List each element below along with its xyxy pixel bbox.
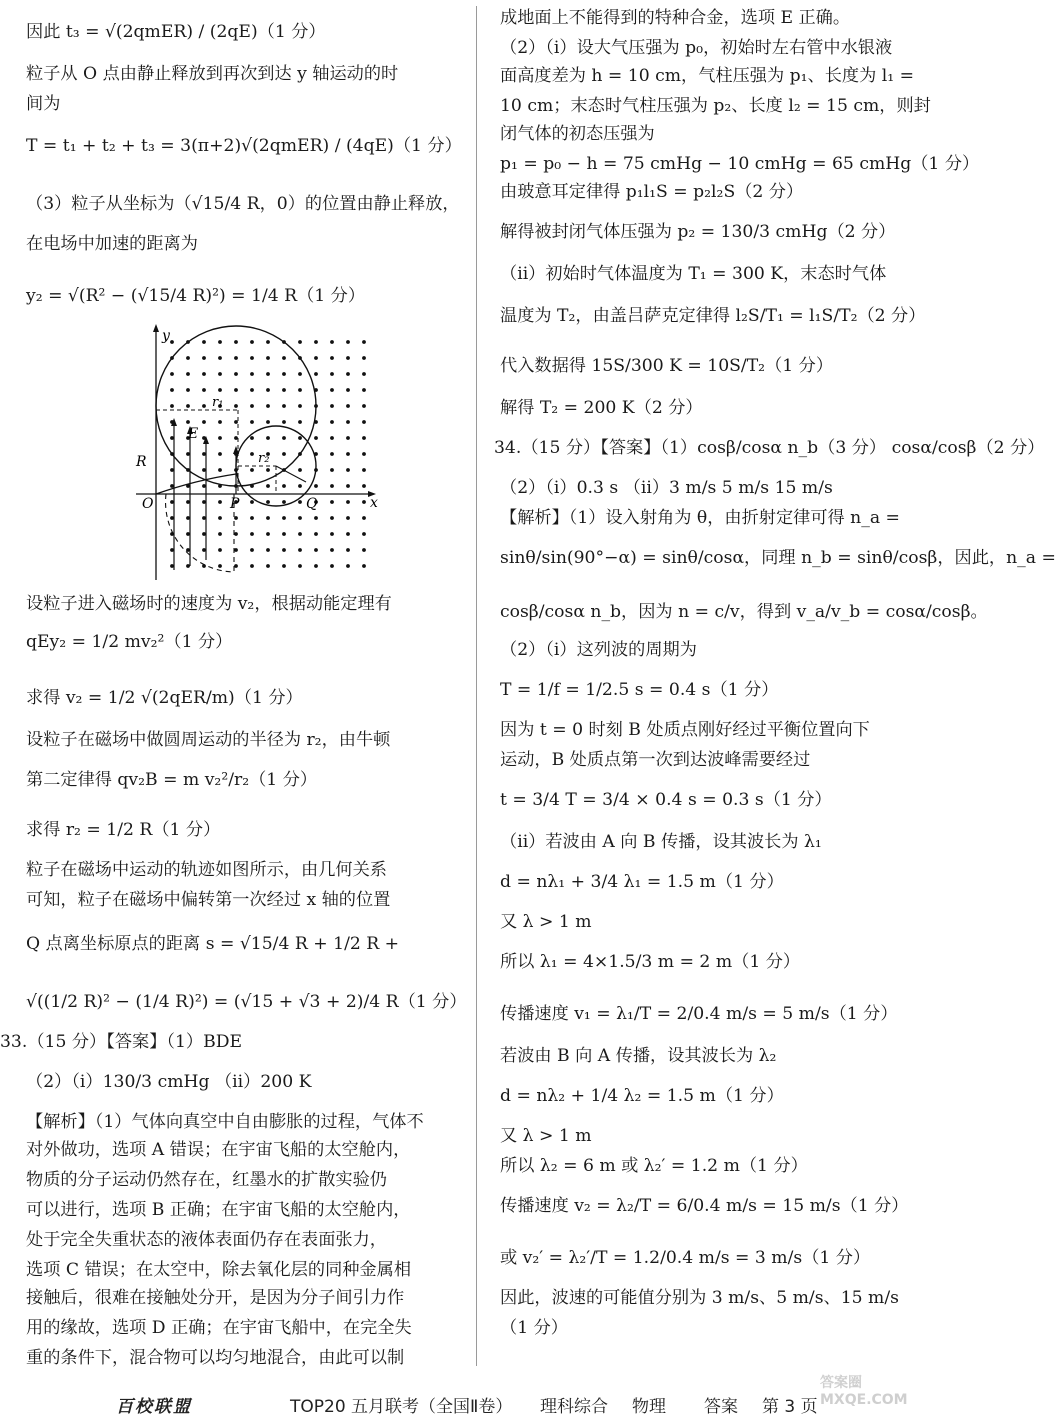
exam-title: TOP20 五月联考（全国Ⅱ卷） [290, 1397, 513, 1417]
field-dot [298, 500, 302, 504]
field-dot [218, 516, 222, 520]
field-dot [362, 388, 366, 392]
field-dot [202, 452, 206, 456]
field-dot [298, 372, 302, 376]
right-line: 【解析】（1）设入射角为 θ，由折射定律可得 n_a = [500, 508, 900, 528]
left-line: 粒子在磁场中运动的轨迹如图所示，由几何关系 [26, 860, 387, 880]
field-dot [330, 436, 334, 440]
field-dot [186, 420, 190, 424]
field-dot [170, 564, 174, 568]
field-dot [330, 388, 334, 392]
field-dot [234, 548, 238, 552]
field-dot [234, 340, 238, 344]
field-dot [314, 340, 318, 344]
field-dot [218, 372, 222, 376]
field-dot [362, 420, 366, 424]
field-dot [234, 404, 238, 408]
field-dot [186, 532, 190, 536]
right-line: T = 1/f = 1/2.5 s = 0.4 s（1 分） [500, 680, 779, 700]
field-dot [330, 340, 334, 344]
field-dot [282, 500, 286, 504]
left-line: 用的缘故，选项 D 正确；在宇宙飞船中，在完全失 [26, 1318, 412, 1338]
field-dot [186, 388, 190, 392]
right-line: p₁ = p₀ − h = 75 cmHg − 10 cmHg = 65 cmHg（1 分） [500, 154, 980, 174]
right-line: （2）（ⅰ）设大气压强为 p₀，初始时左右管中水银液 [500, 38, 893, 58]
field-dot [282, 388, 286, 392]
field-dot [298, 532, 302, 536]
field-dot [346, 564, 350, 568]
q34-answer: 34.（15 分）【答案】（1）cosβ/cosα n_b（3 分） cosα/cosβ（2 分） [494, 438, 1045, 458]
field-dot [186, 516, 190, 520]
field-dot [202, 404, 206, 408]
field-dot [170, 484, 174, 488]
watermark: 答案圈 MXQE.COM [820, 1375, 908, 1408]
field-dot [330, 468, 334, 472]
field-dot [218, 356, 222, 360]
field-dot [282, 356, 286, 360]
left-line: （2）（ⅰ）130/3 cmHg （ⅱ）200 K [26, 1072, 312, 1092]
right-line: 或 v₂′ = λ₂′/T = 1.2/0.4 m/s = 3 m/s（1 分） [500, 1248, 871, 1268]
right-line: 运动，B 处质点第一次到达波峰需要经过 [500, 750, 811, 770]
field-dot [218, 500, 222, 504]
subject-physics: 物理 [632, 1397, 666, 1417]
right-line: d = nλ₁ + 3/4 λ₁ = 1.5 m（1 分） [500, 872, 784, 892]
left-line: T = t₁ + t₂ + t₃ = 3(π+2)√(2qmER) / (4qE)（1 分） [26, 136, 462, 156]
field-dot [362, 436, 366, 440]
field-dot [314, 436, 318, 440]
left-line: qEy₂ = 1/2 mv₂²（1 分） [26, 632, 233, 652]
right-line: （2）（ⅰ）0.3 s （ⅱ）3 m/s 5 m/s 15 m/s [500, 478, 833, 498]
field-dot [202, 548, 206, 552]
field-dot [330, 548, 334, 552]
field-dot [170, 436, 174, 440]
field-dot [202, 388, 206, 392]
field-dot [346, 484, 350, 488]
field-e-label: E [188, 426, 199, 442]
field-dot [362, 356, 366, 360]
subject-science: 理科综合 [540, 1397, 608, 1417]
right-line: 成地面上不能得到的特种合金，选项 E 正确。 [500, 8, 851, 28]
field-dot [298, 516, 302, 520]
field-dot [330, 356, 334, 360]
field-dot [266, 388, 270, 392]
field-dot [218, 340, 222, 344]
field-dot [346, 452, 350, 456]
trajectory-figure [126, 322, 396, 584]
field-dot [346, 548, 350, 552]
field-dot [218, 532, 222, 536]
field-dot [202, 468, 206, 472]
field-dot [234, 356, 238, 360]
right-line: 因此，波速的可能值分别为 3 m/s、5 m/s、15 m/s [500, 1288, 899, 1308]
field-dot [330, 564, 334, 568]
field-dot [266, 372, 270, 376]
right-line: 传播速度 v₂ = λ₂/T = 6/0.4 m/s = 15 m/s（1 分） [500, 1196, 909, 1216]
field-dot [282, 420, 286, 424]
right-line: sinθ/sin(90°−α) = sinθ/cosα，同理 n_b = sinθ/cosβ，因此，n_a = [500, 548, 1056, 568]
field-dot [218, 548, 222, 552]
right-line: 又 λ > 1 m [500, 1126, 592, 1146]
field-dot [202, 372, 206, 376]
left-line: 物质的分子运动仍然存在，红墨水的扩散实验仍 [26, 1170, 387, 1190]
right-line: cosβ/cosα n_b，因为 n = c/v，得到 v_a/v_b = cosα/cosβ。 [500, 602, 988, 622]
right-line: （ⅱ）初始时气体温度为 T₁ = 300 K，末态时气体 [500, 264, 887, 284]
left-line: 求得 r₂ = 1/2 R（1 分） [26, 820, 221, 840]
doc-kind: 答案 [704, 1397, 738, 1417]
field-dot [298, 468, 302, 472]
field-dot [314, 548, 318, 552]
right-line: 面高度差为 h = 10 cm，气柱压强为 p₁、长度为 l₁ = [500, 66, 915, 86]
field-dot [266, 356, 270, 360]
field-dot [330, 500, 334, 504]
field-dot [298, 436, 302, 440]
field-dot [362, 516, 366, 520]
field-dot [282, 516, 286, 520]
q33-answer: 33.（15 分）【答案】（1）BDE [0, 1032, 243, 1052]
field-dot [346, 388, 350, 392]
field-dot [282, 452, 286, 456]
r2-label: r₂ [258, 451, 270, 466]
origin-label: O [142, 496, 154, 512]
y-label: y [162, 328, 170, 344]
field-dot [218, 468, 222, 472]
field-dot [186, 500, 190, 504]
field-dot [186, 548, 190, 552]
left-line: 可以进行，选项 B 正确；在宇宙飞船的太空舱内， [26, 1200, 411, 1220]
field-dot [266, 420, 270, 424]
page-number: 第 3 页 [762, 1397, 818, 1417]
field-dot [186, 372, 190, 376]
left-line: （3）粒子从坐标为（√15/4 R，0）的位置由静止释放， [26, 194, 460, 214]
field-dot [362, 484, 366, 488]
field-dot [186, 452, 190, 456]
field-dot [170, 548, 174, 552]
right-line: 由玻意耳定律得 p₁l₁S = p₂l₂S（2 分） [500, 182, 804, 202]
field-dot [362, 468, 366, 472]
field-dot [250, 420, 254, 424]
field-dot [266, 468, 270, 472]
left-line: 处于完全失重状态的液体表面仍存在表面张力， [26, 1230, 387, 1250]
field-dot [202, 532, 206, 536]
field-dot [186, 356, 190, 360]
field-dot [202, 420, 206, 424]
field-dot [282, 484, 286, 488]
field-dot [298, 340, 302, 344]
column-divider [476, 6, 477, 1366]
left-line: 可知，粒子在磁场中偏转第一次经过 x 轴的位置 [26, 890, 391, 910]
field-dot [314, 516, 318, 520]
field-dot [298, 548, 302, 552]
field-dot [330, 452, 334, 456]
electric-field-curve [156, 474, 236, 494]
field-dot [298, 404, 302, 408]
field-dot [346, 404, 350, 408]
field-dot [170, 500, 174, 504]
field-dot [330, 404, 334, 408]
field-dot [202, 356, 206, 360]
field-dot [362, 548, 366, 552]
field-dot [250, 436, 254, 440]
field-dot [330, 420, 334, 424]
field-dot [346, 436, 350, 440]
left-line: 对外做功，选项 A 错误；在宇宙飞船的太空舱内， [26, 1140, 411, 1160]
field-dot [314, 356, 318, 360]
right-line: t = 3/4 T = 3/4 × 0.4 s = 0.3 s（1 分） [500, 790, 832, 810]
field-dot [282, 372, 286, 376]
field-dot [314, 564, 318, 568]
left-line: √((1/2 R)² − (1/4 R)²) = (√15 + √3 + 2)/4 R（1 分） [26, 992, 467, 1012]
radius-r-label: R [136, 454, 147, 470]
field-dot [282, 436, 286, 440]
field-dot [250, 516, 254, 520]
field-dot [250, 340, 254, 344]
field-dot [314, 532, 318, 536]
field-dot [170, 372, 174, 376]
field-dot [218, 452, 222, 456]
right-line: 又 λ > 1 m [500, 912, 592, 932]
point-q-label: Q [306, 496, 318, 512]
field-dot [202, 484, 206, 488]
field-dot [202, 500, 206, 504]
field-dot [282, 548, 286, 552]
field-dot [250, 404, 254, 408]
right-line: 因为 t = 0 时刻 B 处质点刚好经过平衡位置向下 [500, 720, 870, 740]
field-dot [330, 372, 334, 376]
left-line: 因此 t₃ = √(2qmER) / (2qE)（1 分） [26, 22, 326, 42]
right-line: 闭气体的初态压强为 [500, 124, 655, 144]
field-dot [346, 468, 350, 472]
field-dot [218, 388, 222, 392]
field-dot [234, 388, 238, 392]
field-dot [266, 340, 270, 344]
field-dot [298, 484, 302, 488]
field-dot [218, 564, 222, 568]
field-dot [250, 452, 254, 456]
field-dot [362, 404, 366, 408]
field-dot [362, 372, 366, 376]
field-dot [186, 564, 190, 568]
brand-name: 百校联盟 [116, 1397, 192, 1417]
left-line: 求得 v₂ = 1/2 √(2qER/m)（1 分） [26, 688, 303, 708]
field-dot [234, 564, 238, 568]
field-dot [266, 564, 270, 568]
field-dot [346, 532, 350, 536]
field-dot [250, 388, 254, 392]
left-line: 在电场中加速的距离为 [26, 234, 198, 254]
left-line: 选项 C 错误；在太空中，除去氧化层的同种金属相 [26, 1260, 412, 1280]
left-line: 粒子从 O 点由静止释放到再次到达 y 轴运动的时 [26, 64, 399, 84]
point-p-label: P [230, 496, 240, 512]
field-dot [362, 452, 366, 456]
field-dot [330, 484, 334, 488]
left-line: 第二定律得 qv₂B = m v₂²/r₂（1 分） [26, 770, 318, 790]
right-line: 解得 T₂ = 200 K（2 分） [500, 398, 703, 418]
right-line: 解得被封闭气体压强为 p₂ = 130/3 cmHg（2 分） [500, 222, 896, 242]
right-line: 传播速度 v₁ = λ₁/T = 2/0.4 m/s = 5 m/s（1 分） [500, 1004, 898, 1024]
field-dot [298, 388, 302, 392]
field-dot [266, 436, 270, 440]
left-line: 设粒子在磁场中做圆周运动的半径为 r₂，由牛顿 [26, 730, 391, 750]
field-dot [282, 532, 286, 536]
field-dot [362, 500, 366, 504]
field-dot [266, 516, 270, 520]
field-dot [346, 340, 350, 344]
field-dot [346, 500, 350, 504]
right-line: 所以 λ₂ = 6 m 或 λ₂′ = 1.2 m（1 分） [500, 1156, 808, 1176]
field-dot [250, 372, 254, 376]
right-line: （1 分） [500, 1318, 568, 1338]
field-dot [250, 548, 254, 552]
left-line: y₂ = √(R² − (√15/4 R)²) = 1/4 R（1 分） [26, 286, 366, 306]
right-line: （2）（ⅰ）这列波的周期为 [500, 640, 697, 660]
field-dot [250, 532, 254, 536]
field-dot [314, 372, 318, 376]
field-dot [346, 372, 350, 376]
right-line: 10 cm；末态时气柱压强为 p₂、长度 l₂ = 15 cm，则封 [500, 96, 931, 116]
field-dot [330, 516, 334, 520]
field-dot [298, 420, 302, 424]
field-dot [314, 484, 318, 488]
field-dot [282, 564, 286, 568]
field-dot [362, 564, 366, 568]
field-dot [234, 420, 238, 424]
right-line: （ⅱ）若波由 A 向 B 传播，设其波长为 λ₁ [500, 832, 822, 852]
field-dot [362, 340, 366, 344]
field-dot [362, 532, 366, 536]
field-dot [170, 468, 174, 472]
right-line: 所以 λ₁ = 4×1.5/3 m = 2 m（1 分） [500, 952, 801, 972]
left-line: 【解析】（1）气体向真空中自由膨胀的过程，气体不 [26, 1112, 424, 1132]
field-dot [234, 532, 238, 536]
field-dot [202, 516, 206, 520]
field-dot [266, 532, 270, 536]
field-dot [346, 420, 350, 424]
field-dot [170, 340, 174, 344]
left-line: Q 点离坐标原点的距离 s = √15/4 R + 1/2 R + [26, 934, 400, 954]
field-dot [266, 404, 270, 408]
field-dot [234, 372, 238, 376]
field-dot [330, 532, 334, 536]
field-dot [234, 436, 238, 440]
field-dot [218, 420, 222, 424]
field-dot [170, 516, 174, 520]
field-dot [250, 468, 254, 472]
field-dot [266, 548, 270, 552]
field-dot [234, 516, 238, 520]
field-dot [282, 404, 286, 408]
field-dot [346, 516, 350, 520]
field-dot [250, 564, 254, 568]
left-line: 重的条件下，混合物可以均匀地混合，由此可以制 [26, 1348, 405, 1368]
x-label: x [370, 495, 378, 511]
right-line: d = nλ₂ + 1/4 λ₂ = 1.5 m（1 分） [500, 1086, 784, 1106]
field-dot [170, 404, 174, 408]
page-footer [0, 1392, 950, 1418]
field-dot [170, 388, 174, 392]
field-dot [250, 356, 254, 360]
left-line: 间为 [26, 94, 61, 114]
field-dot [298, 564, 302, 568]
field-dot [186, 404, 190, 408]
field-dot [346, 356, 350, 360]
field-dot [266, 500, 270, 504]
r2-radius-line [276, 466, 306, 482]
right-line: 若波由 B 向 A 传播，设其波长为 λ₂ [500, 1046, 777, 1066]
r1-label: r₁ [212, 395, 224, 410]
right-line: 代入数据得 15S/300 K = 10S/T₂（1 分） [500, 356, 834, 376]
field-dot [202, 340, 206, 344]
field-dot [218, 436, 222, 440]
dashed-boundary-arc [166, 494, 234, 572]
left-line: 接触后，很难在接触处分开，是因为分子间引力作 [26, 1288, 405, 1308]
left-line: 设粒子进入磁场时的速度为 v₂，根据动能定理有 [26, 594, 392, 614]
y-axis-arrow [153, 324, 159, 332]
right-line: 温度为 T₂，由盖吕萨克定律得 l₂S/T₁ = l₁S/T₂（2 分） [500, 306, 926, 326]
field-dot [266, 484, 270, 488]
field-dot [250, 500, 254, 504]
